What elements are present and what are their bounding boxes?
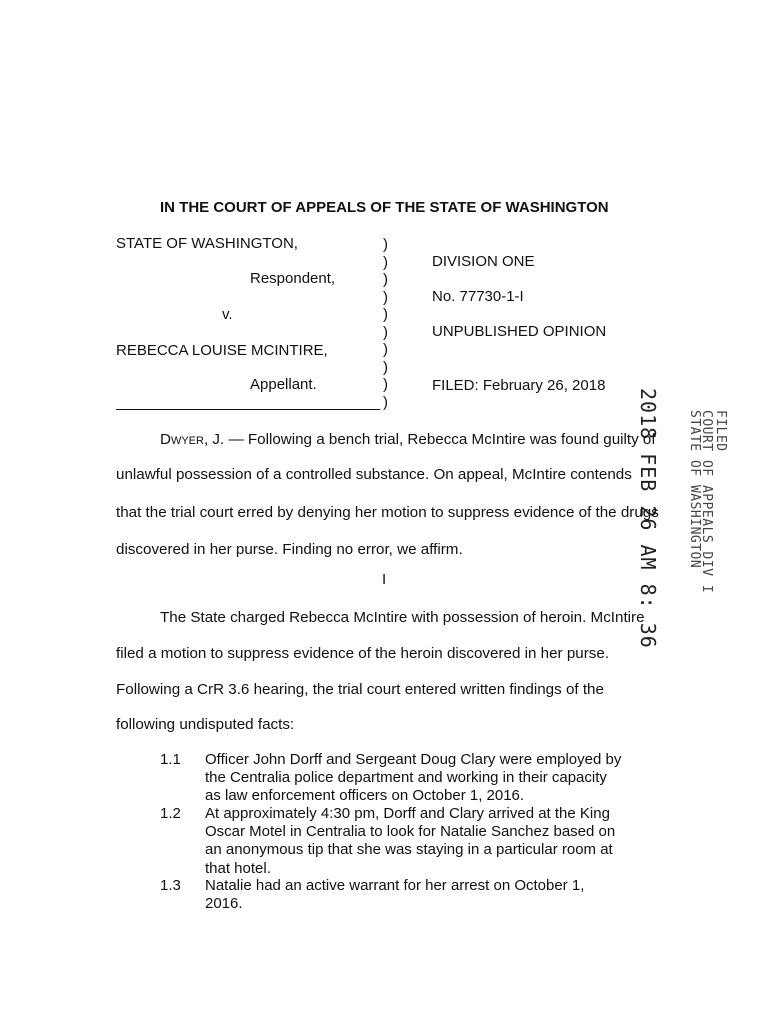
- paren: ): [383, 341, 388, 358]
- division-label: DIVISION ONE: [432, 253, 535, 270]
- versus-label: v.: [222, 306, 233, 323]
- paren: ): [383, 236, 388, 253]
- fact-number: 1.3: [160, 877, 181, 894]
- court-title: IN THE COURT OF APPEALS OF THE STATE OF WASHINGTON: [160, 199, 609, 216]
- author-name: Dwyer: [160, 431, 204, 448]
- paren: ): [383, 306, 388, 323]
- opinion-line: unlawful possession of a controlled substance. On appeal, McIntire contends: [116, 466, 632, 483]
- stamp-state: STATE OF WASHINGTON: [687, 410, 702, 569]
- paren: ): [383, 271, 388, 288]
- paren: ): [383, 253, 388, 271]
- opinion-type: UNPUBLISHED OPINION: [432, 323, 607, 340]
- opinion-line: that the trial court erred by denying her motion to suppress evidence of the drugs: [116, 504, 659, 521]
- paren: ): [383, 393, 388, 411]
- stamp-court: COURT OF APPEALS DIV I: [699, 410, 714, 594]
- fact-text: Natalie had an active warrant for her arrest on October 1, 2016.: [205, 877, 585, 913]
- paren: ): [383, 376, 388, 393]
- paren: ): [383, 323, 388, 341]
- fact-number: 1.1: [160, 751, 181, 768]
- opinion-first-line: [160, 431, 656, 448]
- stamp-filed: FILED: [713, 410, 728, 452]
- opinion-line: discovered in her purse. Finding no error, we affirm.: [116, 541, 463, 558]
- caption-rule: [116, 409, 380, 410]
- paren: ): [383, 358, 388, 376]
- section-heading: I: [382, 571, 387, 588]
- fact-text: Officer John Dorff and Sergeant Doug Clary were employed by the Centralia police department and working in their capacity as law enforcement officers on October 1, 2016.: [205, 751, 622, 805]
- opinion-first-line-text: , J. — Following a bench trial, Rebecca McIntire was found guilty of: [203, 431, 656, 448]
- caption-parens: [383, 236, 388, 411]
- fact-text: At approximately 4:30 pm, Dorff and Clary arrived at the King Oscar Motel in Centralia to look for Natalie Sanchez based on an anonymous tip that she was staying in a particular room at that hotel.: [205, 805, 616, 877]
- paragraph-line: Following a CrR 3.6 hearing, the trial court entered written findings of the: [116, 681, 604, 698]
- stamp-date: 2018 FEB 26 AM 8: 36: [636, 388, 660, 649]
- defendant-name: REBECCA LOUISE MCINTIRE,: [116, 342, 328, 359]
- plaintiff-name: STATE OF WASHINGTON,: [116, 235, 298, 252]
- filed-date: FILED: February 26, 2018: [432, 377, 606, 394]
- paren: ): [383, 288, 388, 306]
- paragraph-line: filed a motion to suppress evidence of the heroin discovered in her purse.: [116, 645, 610, 662]
- paragraph-line: following undisputed facts:: [116, 716, 295, 733]
- paragraph-line: The State charged Rebecca McIntire with possession of heroin. McIntire: [160, 609, 645, 626]
- defendant-role: Appellant.: [250, 376, 317, 393]
- plaintiff-role: Respondent,: [250, 270, 336, 287]
- fact-number: 1.2: [160, 805, 181, 822]
- case-number: No. 77730-1-I: [432, 288, 524, 305]
